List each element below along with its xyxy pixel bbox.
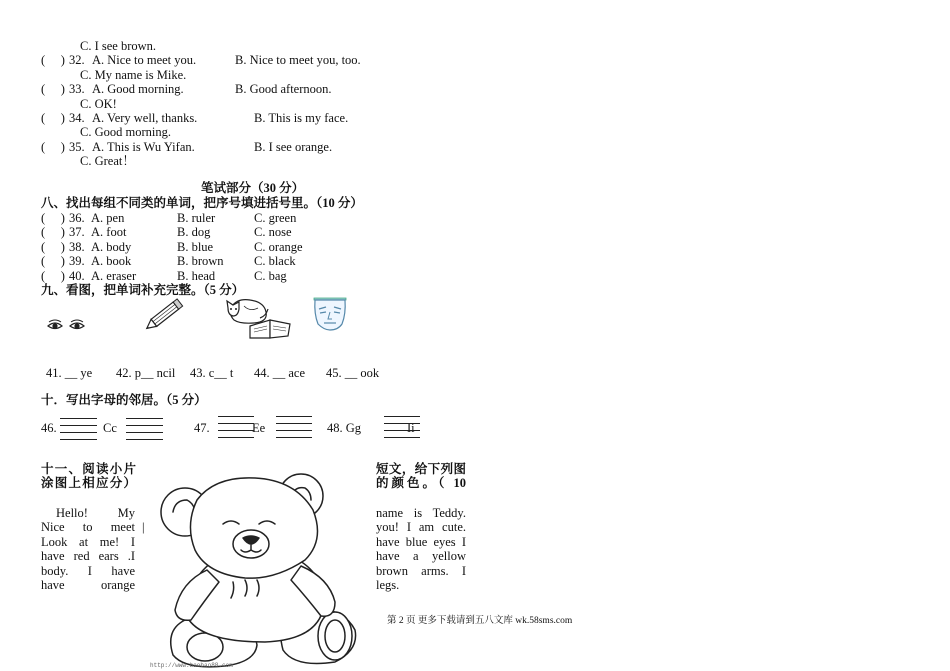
question-number: 40. <box>69 268 85 283</box>
option-a: A. foot <box>91 225 127 240</box>
answer-bracket: ( ) <box>41 254 65 269</box>
question-number: 35. <box>69 139 85 154</box>
item-47-letter: Ee <box>252 421 266 435</box>
option-b: B. Nice to meet you, too. <box>235 53 361 68</box>
question-number: 37. <box>69 225 85 240</box>
question-number: 34. <box>69 111 85 125</box>
section-11-title-right: 短文，给下列图的颜色。（ 10 <box>376 462 466 491</box>
writing-line <box>384 430 420 431</box>
text-cursor-mark: | <box>142 520 145 534</box>
fill-in-item-44: 44. __ ace <box>254 366 306 380</box>
item-47-number: 47. <box>194 421 210 435</box>
section-10-title: 十．写出字母的邻居。（5 分） <box>41 393 207 407</box>
answer-bracket: ( ) <box>41 239 65 254</box>
writing-line <box>384 437 420 438</box>
reading-line: legs. <box>376 578 400 592</box>
item-48-letter: Ii <box>407 421 415 435</box>
option-c: C. OK! <box>80 96 117 111</box>
option-c: C. bag <box>254 268 287 283</box>
option-a: A. Very well, thanks. <box>92 111 198 125</box>
reading-line: have a yellow <box>376 549 466 564</box>
teddy-bear-picture <box>145 470 363 670</box>
option-b: B. head <box>177 268 216 283</box>
writing-line <box>276 416 312 417</box>
reading-line: have blue eyes I <box>376 534 466 549</box>
writing-line <box>384 423 420 424</box>
option-c: C. Great！ <box>80 154 135 169</box>
option-c: C. green <box>254 211 297 225</box>
writing-line <box>218 423 254 424</box>
option-c: C. Good morning. <box>80 125 171 140</box>
book-icon <box>248 316 292 340</box>
option-a: A. Good morning. <box>92 82 184 97</box>
option-c: C. orange <box>254 239 303 254</box>
section-11-title-left: 十一、阅读小片涂图上相应分） <box>41 462 136 491</box>
writing-line <box>218 416 254 417</box>
question-number: 39. <box>69 254 85 269</box>
item-46-letter: Cc <box>103 421 117 435</box>
writing-line <box>384 416 420 417</box>
option-b: B. blue <box>177 239 214 254</box>
option-a: A. Nice to meet you. <box>92 53 197 68</box>
writing-line <box>60 432 97 433</box>
writing-line <box>126 425 163 426</box>
option-b: B. brown <box>177 254 224 269</box>
item-46-number: 46. <box>41 421 57 435</box>
pencil-icon <box>145 296 187 332</box>
fill-in-item-41: 41. __ ye <box>46 366 93 380</box>
reading-line: name is Teddy. <box>376 506 466 520</box>
writing-line <box>276 437 312 438</box>
image-watermark: http://www.baobao88.com <box>150 662 233 669</box>
writing-line <box>60 425 97 426</box>
option-c: C. My name is Mike. <box>80 67 187 82</box>
writing-line <box>126 432 163 433</box>
fill-in-item-45: 45. __ ook <box>326 366 380 380</box>
reading-line: Look at me! I <box>41 534 135 549</box>
option-b: B. I see orange. <box>254 139 333 154</box>
option-c: C. I see brown. <box>80 39 157 53</box>
option-b: B. Good afternoon. <box>235 82 332 97</box>
answer-bracket: ( ) <box>41 53 65 68</box>
reading-line: you! I am cute. <box>376 520 466 535</box>
reading-line: brown arms. I <box>376 563 466 578</box>
writing-line <box>218 437 254 438</box>
answer-bracket: ( ) <box>41 139 65 154</box>
reading-line: body. I have <box>41 563 135 578</box>
answer-bracket: ( ) <box>41 268 65 283</box>
section-9-title: 九、看图，把单词补充完整。（5 分） <box>41 283 245 297</box>
reading-line: have orange <box>41 578 135 592</box>
answer-bracket: ( ) <box>41 111 65 125</box>
writing-line <box>60 439 97 440</box>
question-number: 32. <box>69 53 85 68</box>
option-b: B. ruler <box>177 211 216 225</box>
writing-line <box>60 418 97 419</box>
option-a: A. book <box>91 254 132 269</box>
writing-line <box>218 430 254 431</box>
writing-line <box>126 439 163 440</box>
option-a: A. eraser <box>91 268 137 283</box>
answer-bracket: ( ) <box>41 211 65 225</box>
fill-in-item-43: 43. c__ t <box>190 366 234 380</box>
option-b: B. dog <box>177 225 211 240</box>
option-b: B. This is my face. <box>254 111 349 125</box>
option-a: A. pen <box>91 211 125 225</box>
eyes-icon <box>46 318 88 334</box>
reading-line: Nice to meet <box>41 520 135 535</box>
question-number: 36. <box>69 211 85 225</box>
writing-line <box>126 418 163 419</box>
option-a: A. This is Wu Yifan. <box>92 139 195 154</box>
question-number: 33. <box>69 82 85 97</box>
page-footer: 第 2 页 更多下载请到五八文库 wk.58sms.com <box>387 616 573 626</box>
face-icon <box>310 296 350 332</box>
option-c: C. black <box>254 254 296 269</box>
reading-line: have red ears .I <box>41 549 135 564</box>
item-48-number: 48. Gg <box>327 421 362 435</box>
answer-bracket: ( ) <box>41 82 65 97</box>
writing-line <box>276 423 312 424</box>
option-c: C. nose <box>254 225 292 240</box>
reading-line: Hello! My <box>56 506 135 520</box>
writing-line <box>276 430 312 431</box>
question-number: 38. <box>69 239 85 254</box>
fill-in-item-42: 42. p__ ncil <box>116 366 176 380</box>
section-8-title: 八、找出每组不同类的单词，把序号填进括号里。（10 分） <box>41 196 363 210</box>
answer-bracket: ( ) <box>41 225 65 240</box>
option-a: A. body <box>91 239 132 254</box>
written-part-title: 笔试部分（30 分） <box>201 181 305 195</box>
